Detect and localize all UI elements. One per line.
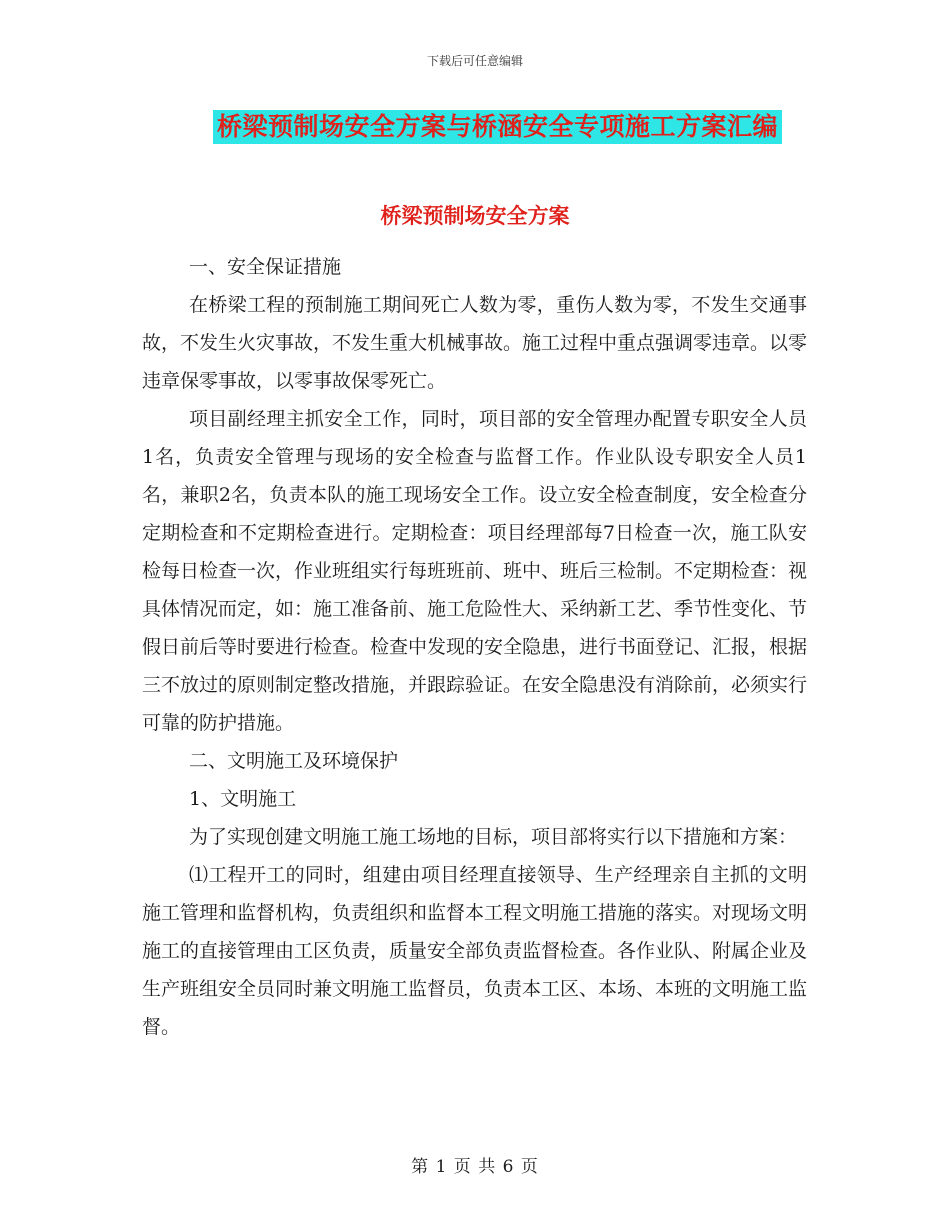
page-footer: 第 1 页 共 6 页 <box>411 1157 539 1177</box>
section-title: 桥梁预制场安全方案 <box>380 203 570 228</box>
header-note: 下载后可任意编辑 <box>426 54 523 68</box>
paragraph: 为了实现创建文明施工施工场地的目标，项目部将实行以下措施和方案： <box>189 826 798 848</box>
document-body <box>142 248 807 1046</box>
heading-civilized-construction: 二、文明施工及环境保护 <box>189 750 399 772</box>
paragraph: 在桥梁工程的预制施工期间死亡人数为零，重伤人数为零，不发生交通事故，不发生火灾事故，不发生重大机械事故。施工过程中重点强调零违章。以零违章保零事故，以零事故保零死亡。 <box>142 294 808 392</box>
paragraph: 项目副经理主抓安全工作，同时，项目部的安全管理办配置专职安全人员1名，负责安全管理与现场的安全检查与监督工作。作业队设专职安全人员1名，兼职2名，负责本队的施工现场安全工作。设立安全检查制度，安全检查分定期检查和不定期检查进行。定期检查：项目经理部每7日检查一次，施工队安检每日检查一次，作业班组实行每班班前、班中、班后三检制。不定期检查：视具体情况而定，如：施工准备前、施工危险性大、采纳新工艺、季节性变化、节假日前后等时要进行检查。检查中发现的安全隐患，进行书面登记、汇报，根据三不放过的原则制定整改措施，并跟踪验证。在安全隐患没有消除前，必须实行可靠的防护措施。 <box>142 408 808 734</box>
heading-safety-measures: 一、安全保证措施 <box>189 256 342 278</box>
doc-title-container <box>0 110 950 144</box>
paragraph: ⑴工程开工的同时，组建由项目经理直接领导、生产经理亲自主抓的文明施工管理和监督机构，负责组织和监督本工程文明施工措施的落实。对现场文明施工的直接管理由工区负责，质量安全部负责监督检查。各作业队、附属企业及生产班组安全员同时兼文明施工监督员，负责本工区、本场、本班的文明施工监督。 <box>142 864 808 1038</box>
doc-title: 桥梁预制场安全方案与桥涵安全专项施工方案汇编 <box>213 110 782 144</box>
subheading-civilized-construction: 1、文明施工 <box>189 788 297 810</box>
